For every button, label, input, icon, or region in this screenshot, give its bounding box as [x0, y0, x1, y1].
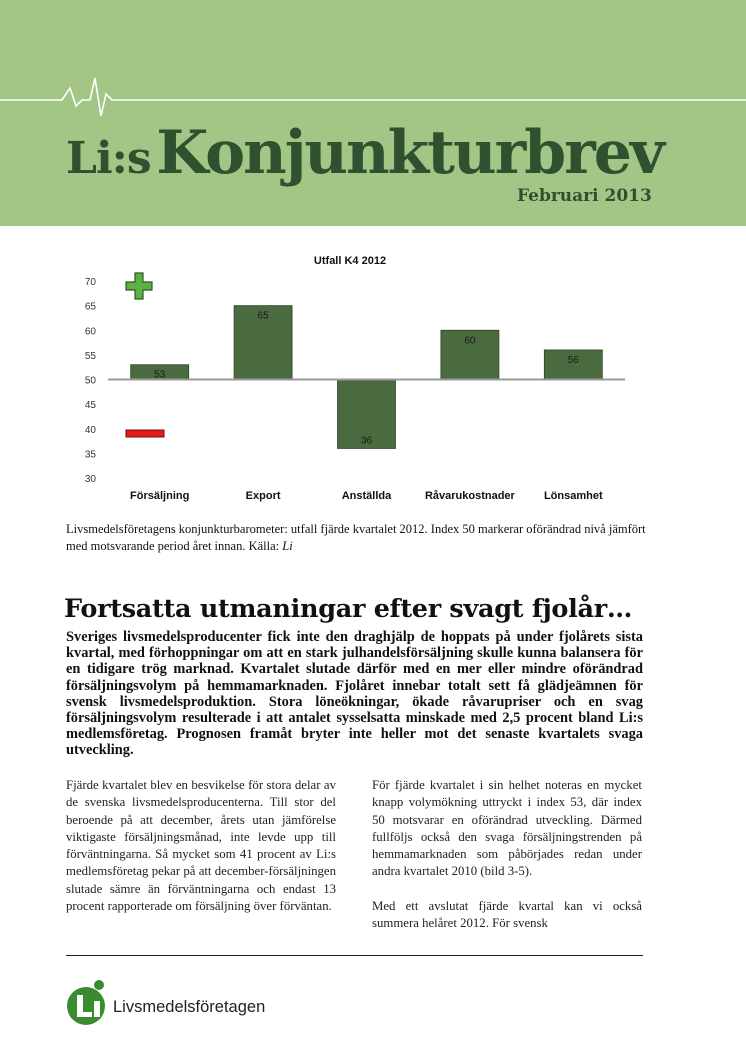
y-tick-label: 50	[84, 375, 96, 387]
minus-icon	[126, 430, 164, 437]
caption-text: Livsmedelsföretagens konjunkturbarometer: utfall fjärde kvartalet 2012. Index 50 markerar oförändrad nivå jämfört med motsvarande period året innan. Källa:	[66, 522, 646, 553]
bar-value-label: 36	[360, 435, 373, 447]
article-column-2	[372, 777, 642, 949]
header-band	[0, 0, 746, 226]
caption-source: Li	[282, 538, 293, 553]
plus-icon	[126, 273, 152, 299]
chart-title: Utfall K4 2012	[313, 255, 387, 267]
masthead-prefix: Li:s	[66, 133, 151, 184]
y-tick-label: 60	[84, 326, 96, 338]
issue-date: Februari 2013	[517, 186, 652, 206]
column-1-paragraph: Fjärde kvartalet blev en besvikelse för stora delar av de svenska livsmedelsproducenterna. Till stor del beroende på att december, årets utan jämförelse viktigaste försäljningsmånad, inte levde upp till förväntningarna. Så mycket som 41 procent av Li:s medlemsföretag pekar på att december-försäljningen slutade sämre än förväntningarna och endast 13 procent rapporterade om försäljning över förväntan.	[66, 778, 336, 914]
y-tick-label: 70	[84, 277, 96, 288]
masthead	[66, 118, 663, 188]
y-tick-label: 65	[84, 301, 96, 313]
y-tick-label: 30	[84, 474, 96, 485]
bar-value-label: 60	[464, 335, 476, 347]
article-title: Fortsatta utmaningar efter svagt fjolår…	[64, 594, 633, 624]
masthead-title: Konjunkturbrev	[156, 118, 663, 188]
article-lead: Sveriges livsmedelsproducenter fick inte den draghjälp de hoppats på under fjolårets sista kvartal, med förhoppningar om att en stark julhandelsförsäljning skulle kunna balansera för en tidigare trög marknad. Kvartalet slutade därför med en mer eller mindre oförändrad försäljningsvolym på hemmamarknaden. Fjolåret innebar totalt sett få glädjeämnen för svensk livsmedelsproduktion. Stora löneökningar, ökade råvarupriser och en svag försäljningsvolym resulterade i att antalet sysselsatta minskade med 2,5 procent bland Li:s medlemsföretag. Prognosen framåt bryter inte heller mot det senaste kvartalets svaga utveckling.	[66, 629, 643, 759]
bar-value-label: 53	[154, 369, 166, 381]
column-2-paragraph: För fjärde kvartalet i sin helhet noteras en mycket knapp volymökning uttryckt i index 53, där index 50 motsvarar en oförändrad utveckling. Därmed fullföljs också den svaga försäljningstrenden på hemmamarknaden som påbörjades redan under andra kvartalet 2010 (bild 3-5).	[372, 778, 642, 879]
chart	[70, 245, 650, 515]
column-2-paragraph: Med ett avslutat fjärde kvartal kan vi också summera helåret 2012. För svensk	[372, 898, 642, 931]
footer-rule	[66, 955, 643, 956]
chart-caption	[66, 521, 646, 554]
y-tick-label: 35	[84, 449, 96, 461]
bar-value-label: 65	[257, 310, 269, 322]
bar-value-label: 56	[567, 354, 579, 366]
y-tick-label: 45	[84, 400, 96, 412]
x-category-label: Export	[245, 490, 281, 502]
li-logo-icon	[66, 978, 110, 1026]
x-category-label: Försäljning	[130, 490, 190, 502]
x-category-label: Råvarukostnader	[424, 490, 515, 502]
article-column-1	[66, 777, 336, 932]
x-category-label: Lönsamhet	[543, 490, 603, 502]
y-tick-label: 55	[84, 350, 96, 362]
x-category-label: Anställda	[341, 490, 392, 502]
y-tick-label: 40	[84, 424, 96, 436]
brand-name: Livsmedelsföretagen	[113, 998, 266, 1016]
